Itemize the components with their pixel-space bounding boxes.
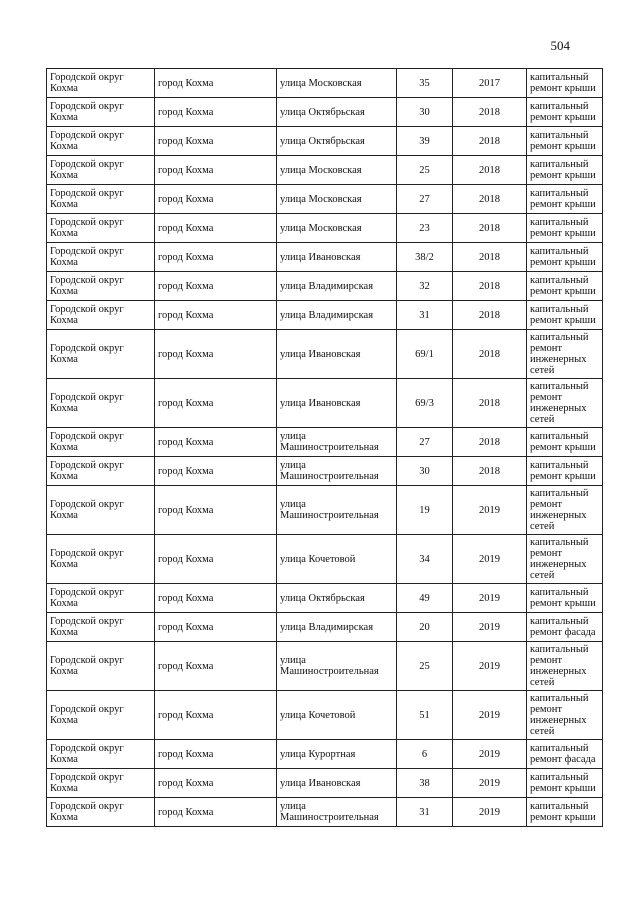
house-number-cell: 31 xyxy=(397,301,453,330)
table-row xyxy=(47,243,603,272)
area-cell: Городской округ Кохма xyxy=(47,798,155,827)
work-type-cell: капитальный ремонт крыши xyxy=(527,185,603,214)
year-cell: 2018 xyxy=(453,301,527,330)
work-type-cell: капитальный ремонт крыши xyxy=(527,272,603,301)
year-cell: 2018 xyxy=(453,272,527,301)
work-type-cell: капитальный ремонт фасада xyxy=(527,740,603,769)
house-number-cell: 34 xyxy=(397,535,453,584)
area-cell: Городской округ Кохма xyxy=(47,272,155,301)
area-cell: Городской округ Кохма xyxy=(47,740,155,769)
work-type-cell: капитальный ремонт крыши xyxy=(527,214,603,243)
work-type-cell: капитальный ремонт крыши xyxy=(527,127,603,156)
table-row xyxy=(47,691,603,740)
area-cell: Городской округ Кохма xyxy=(47,243,155,272)
street-cell: улица Московская xyxy=(277,69,397,98)
street-cell: улица Владимирская xyxy=(277,613,397,642)
year-cell: 2019 xyxy=(453,486,527,535)
area-cell: Городской округ Кохма xyxy=(47,330,155,379)
year-cell: 2019 xyxy=(453,642,527,691)
city-cell: город Кохма xyxy=(155,691,277,740)
house-number-cell: 49 xyxy=(397,584,453,613)
table-row xyxy=(47,798,603,827)
year-cell: 2017 xyxy=(453,69,527,98)
work-type-cell: капитальный ремонт крыши xyxy=(527,769,603,798)
table-row xyxy=(47,613,603,642)
year-cell: 2019 xyxy=(453,613,527,642)
table-row xyxy=(47,428,603,457)
work-type-cell: капитальный ремонт крыши xyxy=(527,584,603,613)
city-cell: город Кохма xyxy=(155,740,277,769)
city-cell: город Кохма xyxy=(155,301,277,330)
city-cell: город Кохма xyxy=(155,584,277,613)
house-number-cell: 23 xyxy=(397,214,453,243)
area-cell: Городской округ Кохма xyxy=(47,127,155,156)
street-cell: улица Московская xyxy=(277,214,397,243)
table-row xyxy=(47,127,603,156)
house-number-cell: 32 xyxy=(397,272,453,301)
city-cell: город Кохма xyxy=(155,613,277,642)
house-number-cell: 19 xyxy=(397,486,453,535)
table-row xyxy=(47,740,603,769)
city-cell: город Кохма xyxy=(155,457,277,486)
table-row xyxy=(47,535,603,584)
area-cell: Городской округ Кохма xyxy=(47,185,155,214)
house-number-cell: 39 xyxy=(397,127,453,156)
work-type-cell: капитальный ремонт крыши xyxy=(527,428,603,457)
year-cell: 2018 xyxy=(453,457,527,486)
house-number-cell: 35 xyxy=(397,69,453,98)
street-cell: улица Кочетовой xyxy=(277,535,397,584)
table-row xyxy=(47,486,603,535)
city-cell: город Кохма xyxy=(155,69,277,98)
page-number: 504 xyxy=(550,38,570,53)
area-cell: Городской округ Кохма xyxy=(47,486,155,535)
area-cell: Городской округ Кохма xyxy=(47,691,155,740)
street-cell: улица Владимирская xyxy=(277,272,397,301)
house-number-cell: 30 xyxy=(397,98,453,127)
table-row xyxy=(47,330,603,379)
table-row xyxy=(47,214,603,243)
house-number-cell: 69/3 xyxy=(397,379,453,428)
house-number-cell: 25 xyxy=(397,156,453,185)
work-type-cell: капитальный ремонт крыши xyxy=(527,457,603,486)
table-row xyxy=(47,98,603,127)
repair-schedule-table xyxy=(46,68,603,827)
house-number-cell: 30 xyxy=(397,457,453,486)
table-row xyxy=(47,457,603,486)
year-cell: 2019 xyxy=(453,535,527,584)
city-cell: город Кохма xyxy=(155,379,277,428)
table-row xyxy=(47,272,603,301)
house-number-cell: 27 xyxy=(397,185,453,214)
work-type-cell: капитальный ремонт инженерных сетей xyxy=(527,535,603,584)
house-number-cell: 38/2 xyxy=(397,243,453,272)
table-row xyxy=(47,642,603,691)
table-row xyxy=(47,584,603,613)
table-row xyxy=(47,156,603,185)
year-cell: 2018 xyxy=(453,379,527,428)
city-cell: город Кохма xyxy=(155,769,277,798)
street-cell: улица Ивановская xyxy=(277,769,397,798)
street-cell: улица Ивановская xyxy=(277,243,397,272)
city-cell: город Кохма xyxy=(155,243,277,272)
city-cell: город Кохма xyxy=(155,642,277,691)
year-cell: 2018 xyxy=(453,428,527,457)
city-cell: город Кохма xyxy=(155,272,277,301)
street-cell: улица Машиностроительная xyxy=(277,457,397,486)
city-cell: город Кохма xyxy=(155,486,277,535)
area-cell: Городской округ Кохма xyxy=(47,584,155,613)
house-number-cell: 6 xyxy=(397,740,453,769)
area-cell: Городской округ Кохма xyxy=(47,457,155,486)
year-cell: 2018 xyxy=(453,156,527,185)
table-body xyxy=(47,69,603,827)
work-type-cell: капитальный ремонт крыши xyxy=(527,98,603,127)
street-cell: улица Октябрьская xyxy=(277,127,397,156)
street-cell: улица Машиностроительная xyxy=(277,428,397,457)
house-number-cell: 38 xyxy=(397,769,453,798)
street-cell: улица Машиностроительная xyxy=(277,486,397,535)
area-cell: Городской округ Кохма xyxy=(47,301,155,330)
work-type-cell: капитальный ремонт инженерных сетей xyxy=(527,379,603,428)
house-number-cell: 25 xyxy=(397,642,453,691)
area-cell: Городской округ Кохма xyxy=(47,535,155,584)
street-cell: улица Владимирская xyxy=(277,301,397,330)
area-cell: Городской округ Кохма xyxy=(47,428,155,457)
area-cell: Городской округ Кохма xyxy=(47,769,155,798)
house-number-cell: 69/1 xyxy=(397,330,453,379)
area-cell: Городской округ Кохма xyxy=(47,214,155,243)
year-cell: 2019 xyxy=(453,691,527,740)
city-cell: город Кохма xyxy=(155,156,277,185)
city-cell: город Кохма xyxy=(155,127,277,156)
year-cell: 2019 xyxy=(453,769,527,798)
house-number-cell: 20 xyxy=(397,613,453,642)
city-cell: город Кохма xyxy=(155,535,277,584)
street-cell: улица Курортная xyxy=(277,740,397,769)
area-cell: Городской округ Кохма xyxy=(47,642,155,691)
work-type-cell: капитальный ремонт инженерных сетей xyxy=(527,691,603,740)
city-cell: город Кохма xyxy=(155,428,277,457)
year-cell: 2018 xyxy=(453,330,527,379)
work-type-cell: капитальный ремонт крыши xyxy=(527,156,603,185)
year-cell: 2019 xyxy=(453,584,527,613)
table-row xyxy=(47,301,603,330)
table-row xyxy=(47,69,603,98)
house-number-cell: 27 xyxy=(397,428,453,457)
street-cell: улица Ивановская xyxy=(277,330,397,379)
year-cell: 2018 xyxy=(453,214,527,243)
area-cell: Городской округ Кохма xyxy=(47,69,155,98)
year-cell: 2018 xyxy=(453,185,527,214)
table-row xyxy=(47,185,603,214)
year-cell: 2019 xyxy=(453,740,527,769)
street-cell: улица Машиностроительная xyxy=(277,642,397,691)
area-cell: Городской округ Кохма xyxy=(47,98,155,127)
area-cell: Городской округ Кохма xyxy=(47,156,155,185)
area-cell: Городской округ Кохма xyxy=(47,613,155,642)
street-cell: улица Октябрьская xyxy=(277,98,397,127)
work-type-cell: капитальный ремонт фасада xyxy=(527,613,603,642)
city-cell: город Кохма xyxy=(155,214,277,243)
city-cell: город Кохма xyxy=(155,330,277,379)
work-type-cell: капитальный ремонт инженерных сетей xyxy=(527,486,603,535)
work-type-cell: капитальный ремонт инженерных сетей xyxy=(527,330,603,379)
table-row xyxy=(47,379,603,428)
city-cell: город Кохма xyxy=(155,798,277,827)
year-cell: 2019 xyxy=(453,798,527,827)
area-cell: Городской округ Кохма xyxy=(47,379,155,428)
street-cell: улица Машиностроительная xyxy=(277,798,397,827)
street-cell: улица Октябрьская xyxy=(277,584,397,613)
city-cell: город Кохма xyxy=(155,98,277,127)
street-cell: улица Кочетовой xyxy=(277,691,397,740)
year-cell: 2018 xyxy=(453,243,527,272)
house-number-cell: 31 xyxy=(397,798,453,827)
year-cell: 2018 xyxy=(453,98,527,127)
street-cell: улица Ивановская xyxy=(277,379,397,428)
city-cell: город Кохма xyxy=(155,185,277,214)
street-cell: улица Московская xyxy=(277,156,397,185)
work-type-cell: капитальный ремонт крыши xyxy=(527,69,603,98)
work-type-cell: капитальный ремонт крыши xyxy=(527,301,603,330)
street-cell: улица Московская xyxy=(277,185,397,214)
work-type-cell: капитальный ремонт инженерных сетей xyxy=(527,642,603,691)
year-cell: 2018 xyxy=(453,127,527,156)
work-type-cell: капитальный ремонт крыши xyxy=(527,798,603,827)
table-row xyxy=(47,769,603,798)
work-type-cell: капитальный ремонт крыши xyxy=(527,243,603,272)
house-number-cell: 51 xyxy=(397,691,453,740)
